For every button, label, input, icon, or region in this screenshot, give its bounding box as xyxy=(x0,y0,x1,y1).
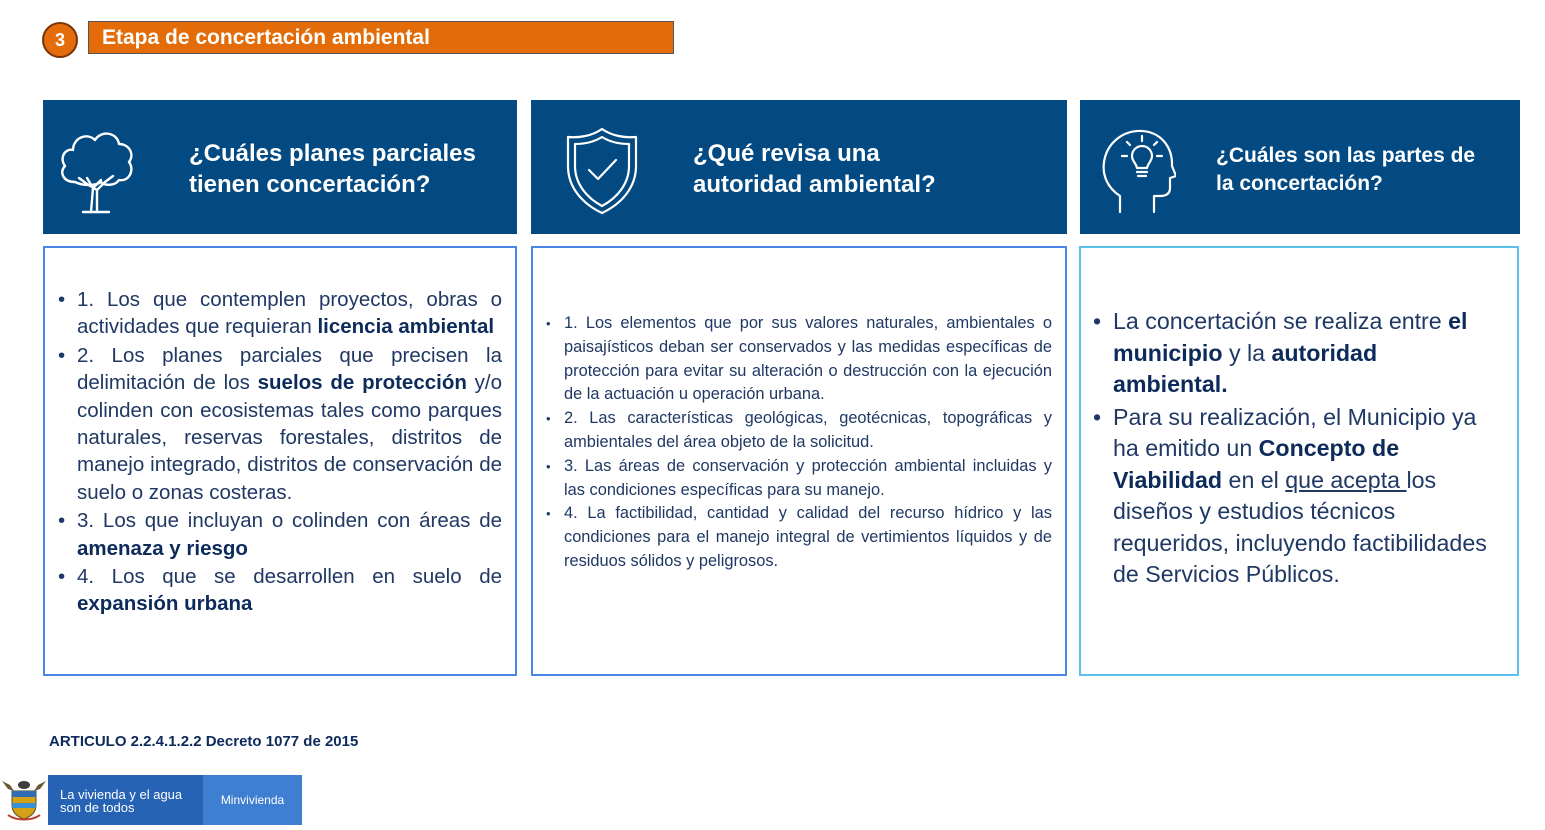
slogan-line-1: La vivienda y el agua xyxy=(60,787,183,802)
planes-list xyxy=(45,248,515,618)
heading-line-2: la concertación? xyxy=(1216,172,1383,195)
item-bold-concepto: Concepto de Viabilidad xyxy=(1113,435,1400,493)
item-text-after: y/o colinden con ecosistemas tales como parques naturales, reservas forestales, distritos de manejo integrado, distritos de conservación de suelo o zonas costeras. xyxy=(77,371,502,504)
item-text: Para su realización, el Municipio ya ha emitido un xyxy=(1113,403,1477,461)
partes-list xyxy=(1081,248,1517,591)
heading-line-1: ¿Qué revisa una xyxy=(693,140,880,167)
item-bold-autoridad: autoridad ambiental. xyxy=(1113,339,1378,397)
item-text: La concertación se realiza entre xyxy=(1113,308,1449,334)
step-number-badge: 3 xyxy=(42,22,78,58)
header-planes-parciales xyxy=(43,100,517,234)
slogan-line-2: son de todos xyxy=(60,800,135,815)
header-partes-concertacion xyxy=(1080,100,1520,234)
item-text: 3. Los que incluyan o colinden con áreas de xyxy=(77,509,502,533)
list-item xyxy=(1113,306,1487,401)
item-text: 1. Los que contemplen proyectos, obras o actividades que requieran xyxy=(77,288,502,339)
item-text: 4. Los que se desarrollen en suelo de xyxy=(77,565,502,589)
heading-line-1: ¿Cuáles planes parciales xyxy=(189,140,476,167)
header-autoridad-ambiental xyxy=(531,100,1067,234)
heading-line-2: tienen concertación? xyxy=(189,171,431,198)
item-text: y la xyxy=(1222,339,1272,366)
footnote-articulo: ARTICULO 2.2.4.1.2.2 Decreto 1077 de 2015 xyxy=(49,733,359,750)
panel-planes-parciales xyxy=(43,246,517,676)
list-item: • 2. Las características geológicas, geotécnicas, topográficas y ambientales del área objeto de la solicitud. xyxy=(564,407,1052,455)
coat-of-arms-icon xyxy=(0,775,48,825)
list-item: • 3. Las áreas de conservación y protección ambiental incluidas y las condiciones específicas para su manejo. xyxy=(564,455,1052,503)
item-text: 2. Los planes parciales que precisen la delimitación de los xyxy=(77,343,502,395)
list-item xyxy=(77,563,502,618)
tree-icon xyxy=(57,122,135,214)
logo-slogan xyxy=(48,775,203,825)
item-bold-municipio: el municipio xyxy=(1113,308,1468,366)
item-bold: amenaza y riesgo xyxy=(77,536,248,560)
government-logo-bar xyxy=(0,775,302,825)
list-item: • 4. La factibilidad, cantidad y calidad del recurso hídrico y las condiciones para el manejo integral de vertimientos líquidos y de residuos sólidos y peligrosos. xyxy=(564,502,1052,573)
list-item xyxy=(77,286,502,341)
item-text: en el xyxy=(1222,466,1286,493)
list-item xyxy=(1113,402,1487,591)
step-title: Etapa de concertación ambiental xyxy=(88,21,674,54)
revisa-list xyxy=(533,248,1065,574)
panel-partes-concertacion xyxy=(1079,246,1519,676)
item-bold: expansión urbana xyxy=(77,592,253,616)
item-bold: suelos de protección xyxy=(257,371,467,395)
item-underlined: que acepta xyxy=(1285,466,1407,493)
list-item: • 1. Los elementos que por sus valores naturales, ambientales o paisajísticos deban ser conservados y las medidas específicas de protección para evitar su alteración o destrucción con la ejecución de la actuación u operación urbana. xyxy=(564,312,1052,407)
shield-check-icon xyxy=(565,126,639,216)
item-bold: licencia ambiental xyxy=(317,315,495,339)
list-item xyxy=(77,342,502,506)
heading-line-1: ¿Cuáles son las partes de xyxy=(1216,144,1476,167)
heading-line-2: autoridad ambiental? xyxy=(693,171,936,198)
head-lightbulb-icon xyxy=(1100,126,1176,214)
item-text: los diseños y estudios técnicos requeridos, incluyendo factibilidades de Servicios Públicos. xyxy=(1113,466,1487,587)
ministry-name: Minvivienda xyxy=(203,775,302,825)
panel-autoridad-ambiental xyxy=(531,246,1067,676)
list-item xyxy=(77,507,502,562)
